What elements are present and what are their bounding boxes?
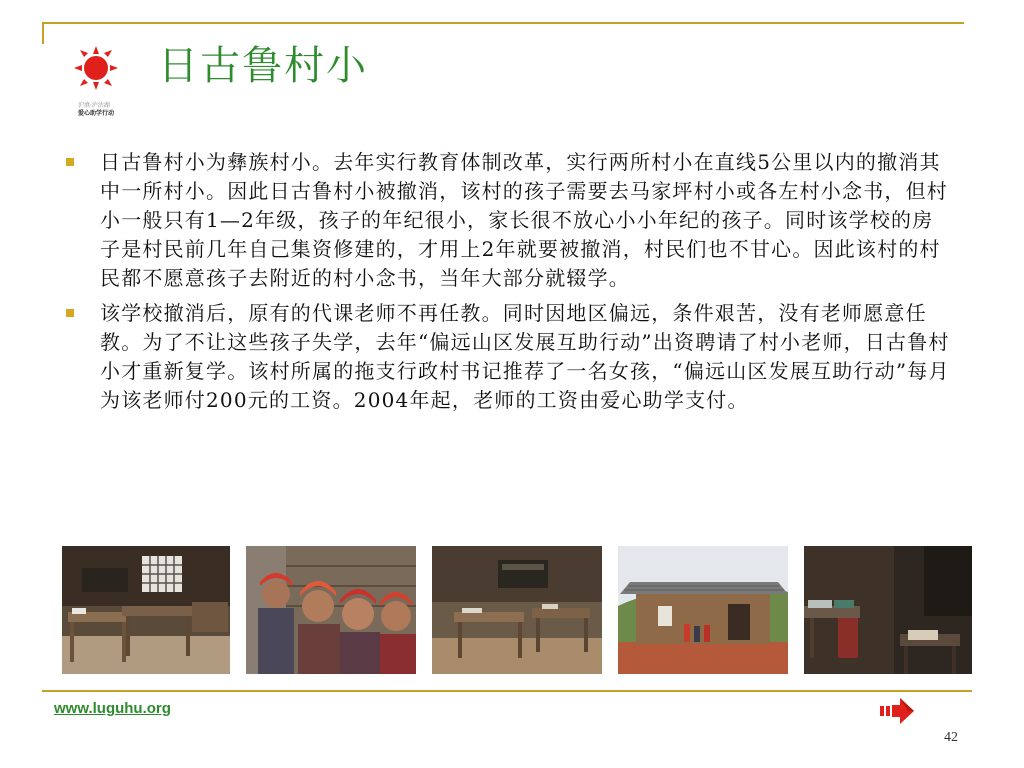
page-title: 日古鲁村小: [158, 43, 368, 89]
top-divider: [42, 22, 964, 24]
school-building-photo: [618, 546, 788, 674]
logo: [40, 40, 130, 117]
children-portrait-photo: [246, 546, 416, 674]
red-arrow-right-icon: [880, 697, 916, 725]
website-link[interactable]: www.luguhu.org: [54, 700, 171, 717]
photo-strip: [62, 546, 972, 674]
logo-caption: [78, 102, 134, 118]
bullet-item: [60, 299, 960, 415]
dark-classroom-photo: [804, 546, 972, 674]
bullet-marker: [66, 158, 74, 166]
bottom-divider: [42, 690, 972, 692]
bullet-item: [60, 148, 960, 293]
bullet-text: 该学校撤消后，原有的代课老师不再任教。同时因地区偏远，条件艰苦，没有老师愿意任教。为了不让这些孩子失学，去年“偏远山区发展互助行动”出资聘请了村小老师，日古鲁村小才重新复学。该村所属的拖支行政村书记推荐了一名女孩，“偏远山区发展互助行动”每月为该老师付200元的工资。2004年起，老师的工资由爱心助学支付。: [100, 301, 950, 412]
page-number: 42: [944, 730, 958, 745]
logo-caption-line2: 爱心助学行动: [78, 110, 115, 117]
red-sun-logo-icon: [40, 40, 130, 110]
logo-caption-line1: 沪滇·泸沽湖: [78, 102, 110, 109]
bullet-marker: [66, 309, 74, 317]
bullet-text: 日古鲁村小为彝族村小。去年实行教育体制改革，实行两所村小在直线5公里以内的撤消其中一所村小。因此日古鲁村小被撤消，该村的孩子需要去马家坪村小或各左村小念书，但村小一般只有1—2年级，孩子的年纪很小，家长很不放心小小年纪的孩子。同时该学校的房子是村民前几年自己集资修建的，才用上2年就要被撤消，村民们也不甘心。因此该村的村民都不愿意孩子去附近的村小念书，当年大部分就辍学。: [100, 150, 948, 290]
classroom-window-photo: [62, 546, 230, 674]
bullet-list: [60, 148, 960, 421]
classroom-desks-photo: [432, 546, 602, 674]
next-slide-button[interactable]: [880, 697, 916, 725]
